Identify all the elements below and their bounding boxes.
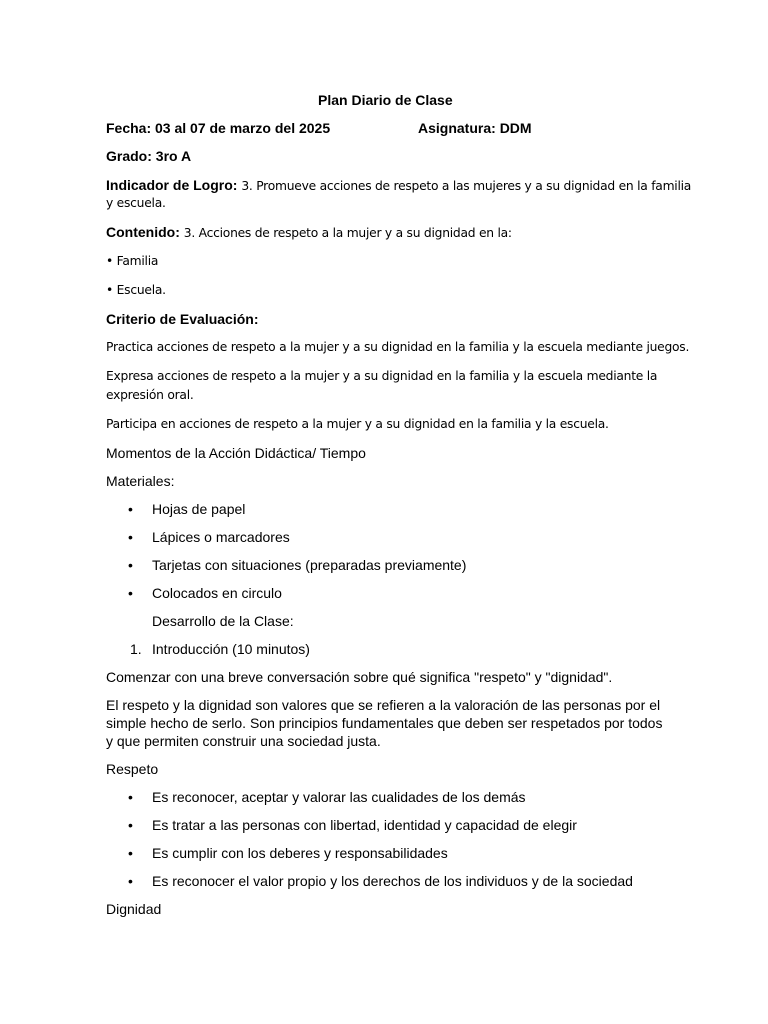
intro-text: Comenzar con una breve conversación sobre qué significa "respeto" y "dignidad". bbox=[106, 669, 613, 685]
grado-line bbox=[106, 148, 191, 164]
contenido-item: • Escuela. bbox=[106, 283, 166, 297]
indicador-label: Indicador de Logro: bbox=[106, 177, 238, 193]
fecha-label: Fecha: bbox=[106, 120, 152, 136]
bullet: • bbox=[128, 585, 133, 601]
bullet: • bbox=[128, 529, 133, 545]
definition-line: simple hecho de serlo. Son principios fundamentales que deben ser respetados por todos bbox=[106, 715, 663, 731]
bullet: • bbox=[128, 501, 133, 517]
grado-label: Grado: bbox=[106, 148, 152, 164]
criterio-item: expresión oral. bbox=[106, 388, 194, 402]
indicador-line2: y escuela. bbox=[106, 196, 166, 210]
asignatura-label: Asignatura: bbox=[418, 120, 496, 136]
fecha-line bbox=[106, 120, 330, 136]
materiales-label: Materiales: bbox=[106, 473, 175, 489]
contenido-item: • Familia bbox=[106, 254, 159, 268]
asignatura-line bbox=[418, 120, 532, 136]
desarrollo-label: Desarrollo de la Clase: bbox=[152, 613, 294, 629]
dignidad-label: Dignidad bbox=[106, 901, 162, 917]
bullet: • bbox=[128, 873, 133, 889]
momentos-heading: Momentos de la Acción Didáctica/ Tiempo bbox=[106, 445, 366, 461]
definition-line: El respeto y la dignidad son valores que se refieren a la valoración de las personas por el bbox=[106, 697, 661, 713]
bullet: • bbox=[128, 817, 133, 833]
bullet: • bbox=[128, 845, 133, 861]
contenido-text: 3. Acciones de respeto a la mujer y a su dignidad en la: bbox=[183, 226, 512, 240]
indicador-text: 3. Promueve acciones de respeto a las mujeres y a su dignidad en la familia bbox=[241, 179, 692, 193]
criterio-item: Expresa acciones de respeto a la mujer y a su dignidad en la familia y la escuela mediante la bbox=[106, 369, 658, 383]
respeto-label: Respeto bbox=[106, 761, 159, 777]
item-number: 1. bbox=[130, 641, 142, 657]
indicador-line1 bbox=[106, 177, 691, 193]
contenido-line bbox=[106, 224, 512, 240]
bullet: • bbox=[128, 789, 133, 805]
asignatura-value: DDM bbox=[499, 120, 532, 136]
fecha-value: 03 al 07 de marzo del 2025 bbox=[155, 120, 331, 136]
definition-line: y que permiten construir una sociedad justa. bbox=[106, 733, 381, 749]
contenido-label: Contenido: bbox=[106, 224, 180, 240]
criterio-item: Practica acciones de respeto a la mujer y a su dignidad en la familia y la escuela mediante juegos. bbox=[106, 340, 690, 354]
page-title: Plan Diario de Clase bbox=[318, 92, 453, 108]
document-page: Plan Diario de Clase Fecha: 03 al 07 de marzo del 2025 Asignatura: DDM Grado: 3ro A Indicador de Logro: 3. Promueve acciones de respeto a las mujeres y a su dignidad en la familia y escuela. Contenido: 3. Acciones de respeto a la mujer y a su dignidad en la: • Familia • Escuela. Criterio de Evaluación: Practica acciones de respeto a la mujer y a su dignidad en la familia y la escuela mediante juegos. Expresa acciones de respeto a la mujer y a su dignidad en la familia y la escuela mediante la expresión oral. Participa en acciones de respeto a la mujer y a su dignidad en la familia y la escuela. Momentos de la Acción Didáctica/ Tiempo Materiales: • Hojas de papel • Lápices o marcadores • Tarjetas con situaciones (preparadas previamente) • Colocados en circulo Desarrollo de la Clase: 1. Introducción (10 minutos) Comenzar con una breve conversación sobre qué significa "respeto" y "dignidad". El respeto y la dignidad son valores que se refieren a la valoración de las personas por el simple hecho de serlo. Son principios fundamentales que deben ser respetados por todos y que permiten construir una sociedad justa. Respeto • Es reconocer, aceptar y valorar las cualidades de los demás • Es tratar a las personas con libertad, identidad y capacidad de elegir • Es cumplir con los deberes y responsabilidades • Es reconocer el valor propio y los derechos de los individuos y de la sociedad Dignidad bbox=[106, 92, 692, 917]
criterio-item: Participa en acciones de respeto a la mujer y a su dignidad en la familia y la escuela. bbox=[106, 417, 609, 431]
criterio-label: Criterio de Evaluación: bbox=[106, 311, 259, 327]
bullet: • bbox=[128, 557, 133, 573]
grado-value: 3ro A bbox=[155, 148, 192, 164]
